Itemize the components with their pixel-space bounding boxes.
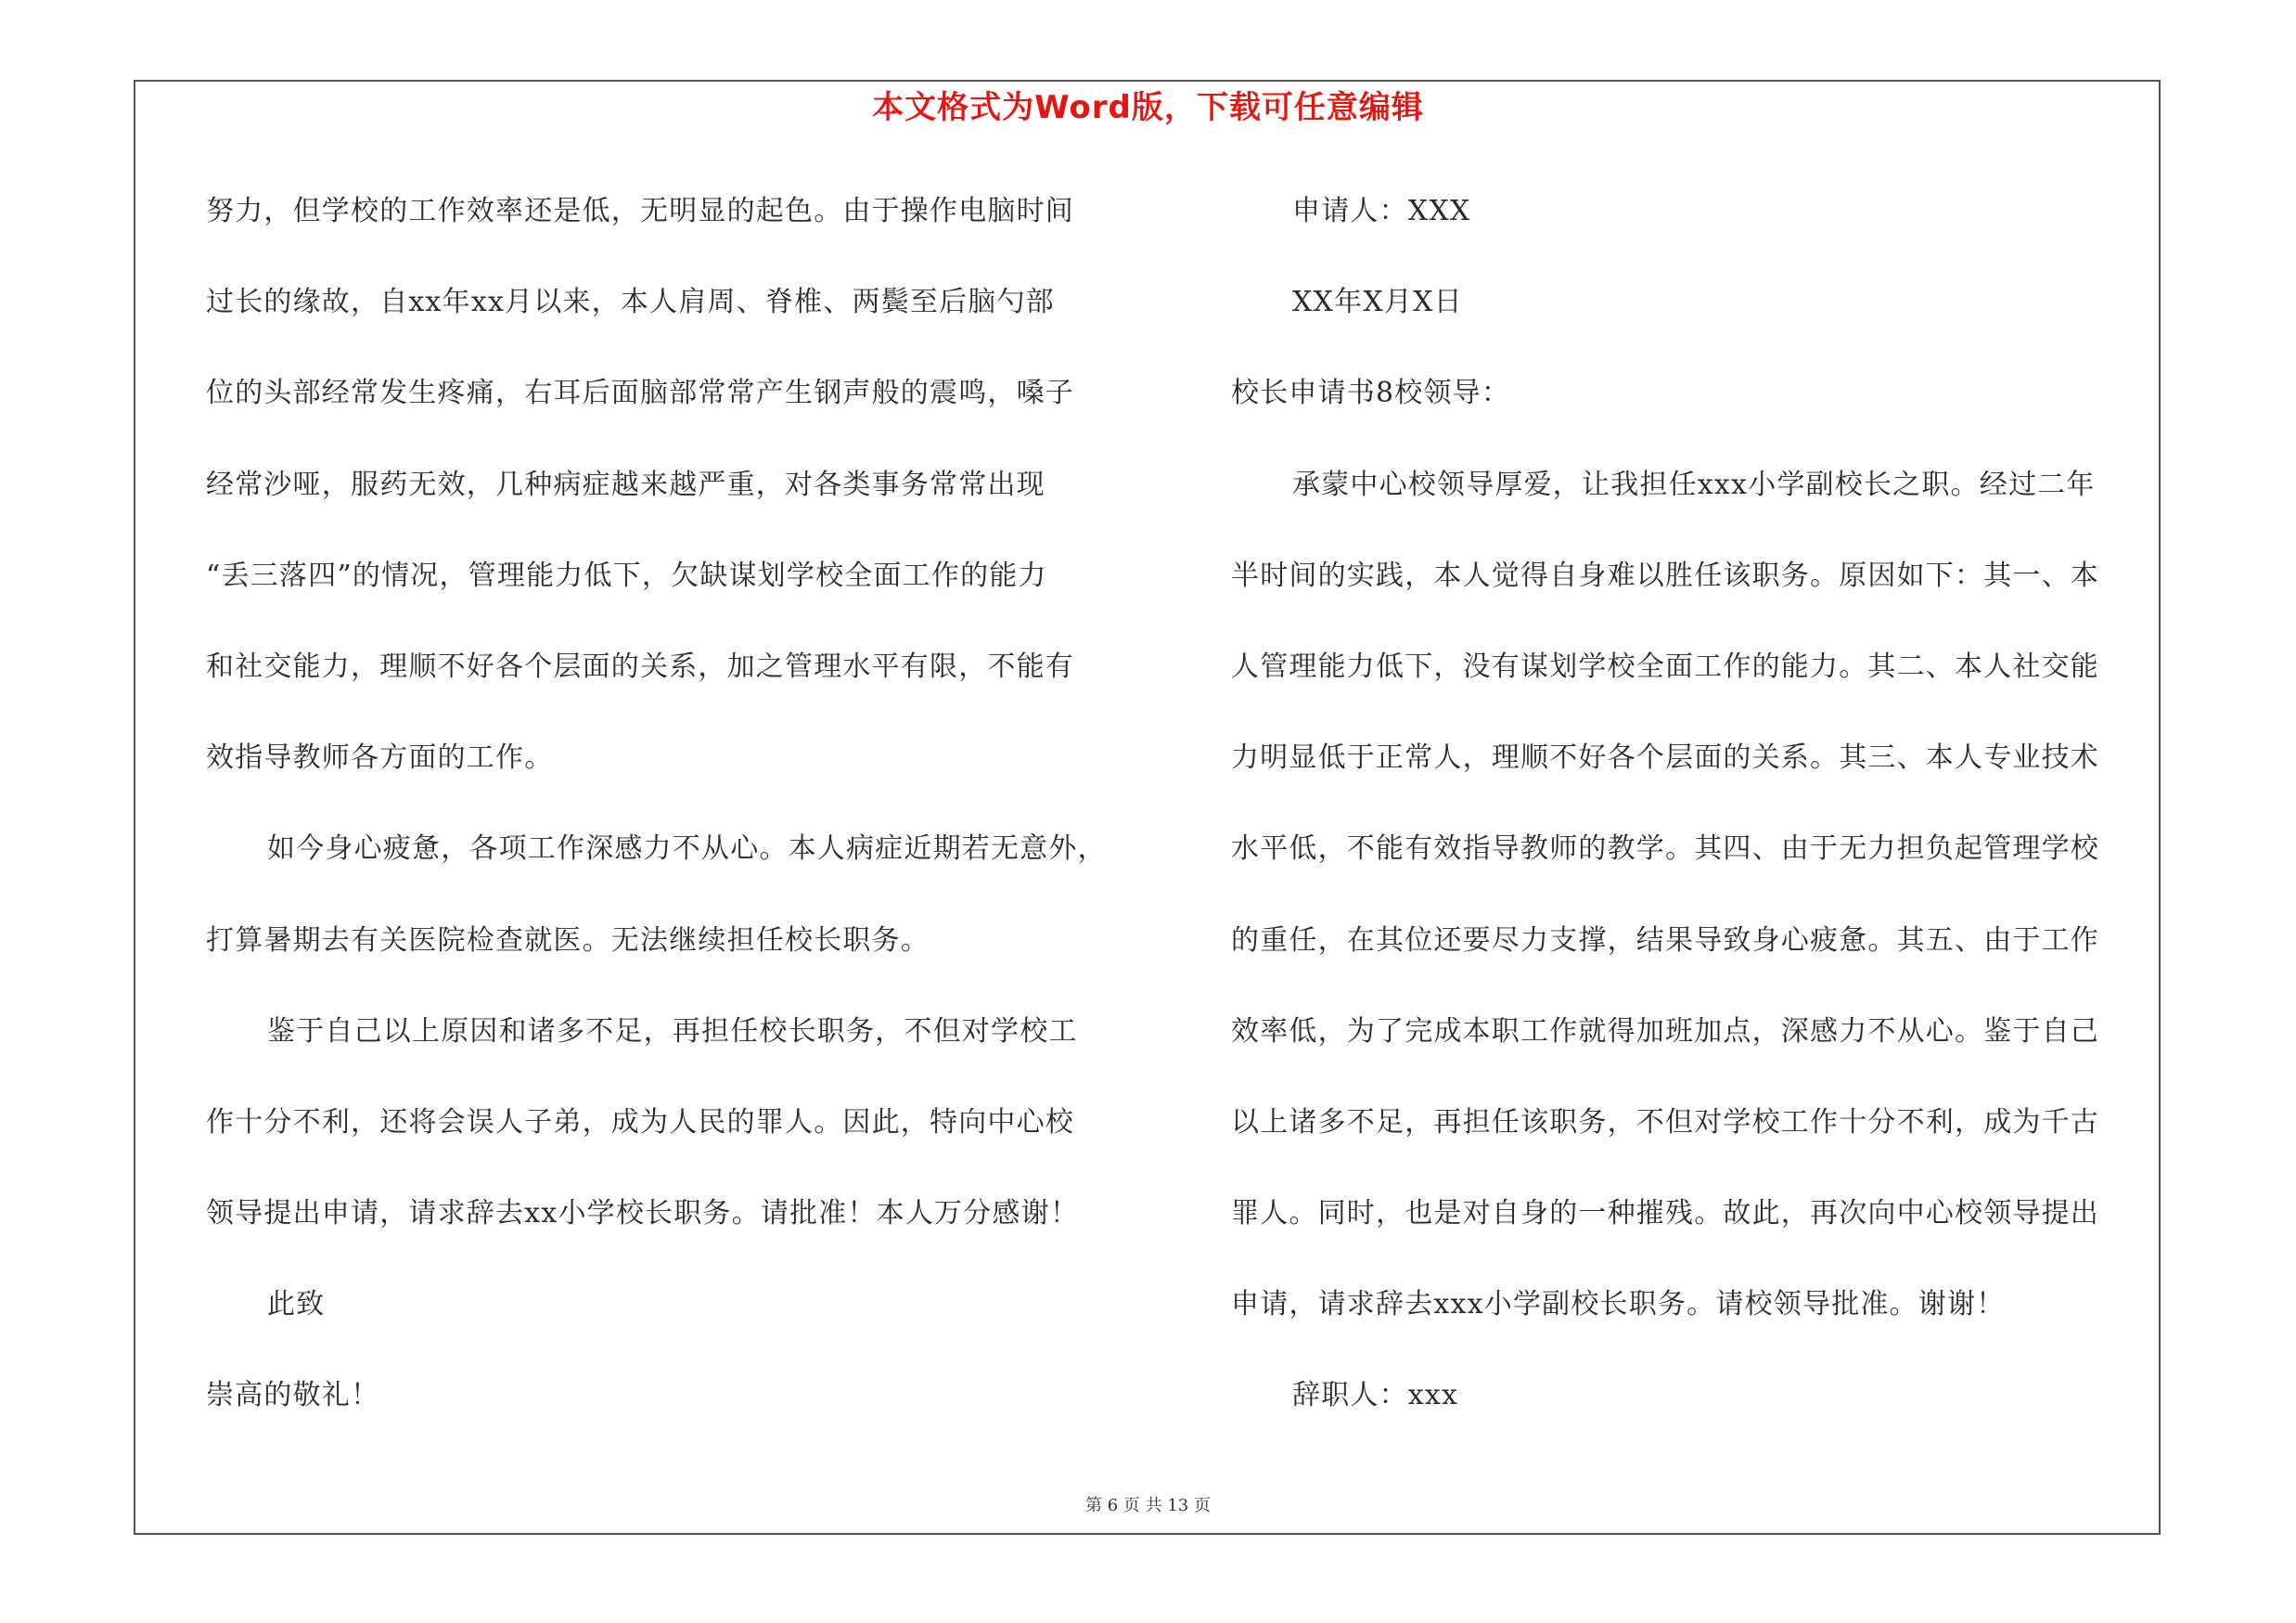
text-line: 领导提出申请，请求辞去xx小学校长职务。请批准！本人万分感谢！ <box>206 1197 1080 1230</box>
text-line: 申请，请求辞去xxx小学副校长职务。请校领导批准。谢谢！ <box>1231 1288 2006 1321</box>
text-line: 水平低，不能有效指导教师的教学。其四、由于无力担负起管理学校 <box>1231 832 2099 866</box>
section-heading: 校长申请书8校领导： <box>1231 377 1511 410</box>
paragraph-start-line: 承蒙中心校领导厚爱，让我担任xxx小学副校长之职。经过二年 <box>1292 468 2096 501</box>
page-number-footer: 第 6 页 共 13 页 <box>1085 1496 1211 1515</box>
text-line: 作十分不利，还将会误人子弟，成为人民的罪人。因此，特向中心校 <box>206 1105 1074 1139</box>
text-line: 打算暑期去有关医院检查就医。无法继续担任校长职务。 <box>206 923 930 957</box>
paragraph-start-line: 如今身心疲惫，各项工作深感力不从心。本人病症近期若无意外， <box>267 832 1107 866</box>
text-line: 以上诸多不足，再担任该职务，不但对学校工作十分不利，成为千古 <box>1231 1105 2099 1139</box>
text-line: 和社交能力，理顺不好各个层面的关系，加之管理水平有限，不能有 <box>206 650 1074 683</box>
format-notice-banner: 本文格式为Word版，下载可任意编辑 <box>872 89 1424 126</box>
closing-phrase: 此致 <box>267 1288 326 1321</box>
signature-date: XX年X月X日 <box>1292 286 1463 319</box>
text-line: 经常沙哑，服药无效，几种病症越来越严重，对各类事务常常出现 <box>206 468 1045 501</box>
text-line: 力明显低于正常人，理顺不好各个层面的关系。其三、本人专业技术 <box>1231 741 2099 775</box>
left-text-column <box>206 184 1141 1460</box>
text-line: 半时间的实践，本人觉得自身难以胜任该职务。原因如下：其一、本 <box>1231 559 2099 592</box>
text-line: 位的头部经常发生疼痛，右耳后面脑部常常产生钢声般的震鸣，嗓子 <box>206 377 1074 410</box>
right-text-column <box>1231 184 2157 1460</box>
salutation: 崇高的敬礼！ <box>206 1379 380 1412</box>
text-line: 过长的缘故，自xx年xx月以来，本人肩周、脊椎、两鬓至后脑勺部 <box>206 286 1055 319</box>
text-line: 人管理能力低下，没有谋划学校全面工作的能力。其二、本人社交能 <box>1231 650 2099 683</box>
text-line: “丢三落四”的情况，管理能力低下，欠缺谋划学校全面工作的能力 <box>206 559 1047 592</box>
applicant-signature: 申请人：XXX <box>1292 195 1471 227</box>
resigner-signature: 辞职人：xxx <box>1292 1379 1459 1412</box>
paragraph-start-line: 鉴于自己以上原因和诸多不足，再担任校长职务，不但对学校工 <box>267 1014 1078 1048</box>
text-line: 效率低，为了完成本职工作就得加班加点，深感力不从心。鉴于自己 <box>1231 1014 2099 1048</box>
text-line: 效指导教师各方面的工作。 <box>206 741 554 775</box>
text-line: 努力，但学校的工作效率还是低，无明显的起色。由于操作电脑时间 <box>206 195 1074 227</box>
text-line: 的重任，在其位还要尽力支撑，结果导致身心疲惫。其五、由于工作 <box>1231 923 2099 957</box>
text-line: 罪人。同时，也是对自身的一种摧残。故此，再次向中心校领导提出 <box>1231 1197 2099 1230</box>
